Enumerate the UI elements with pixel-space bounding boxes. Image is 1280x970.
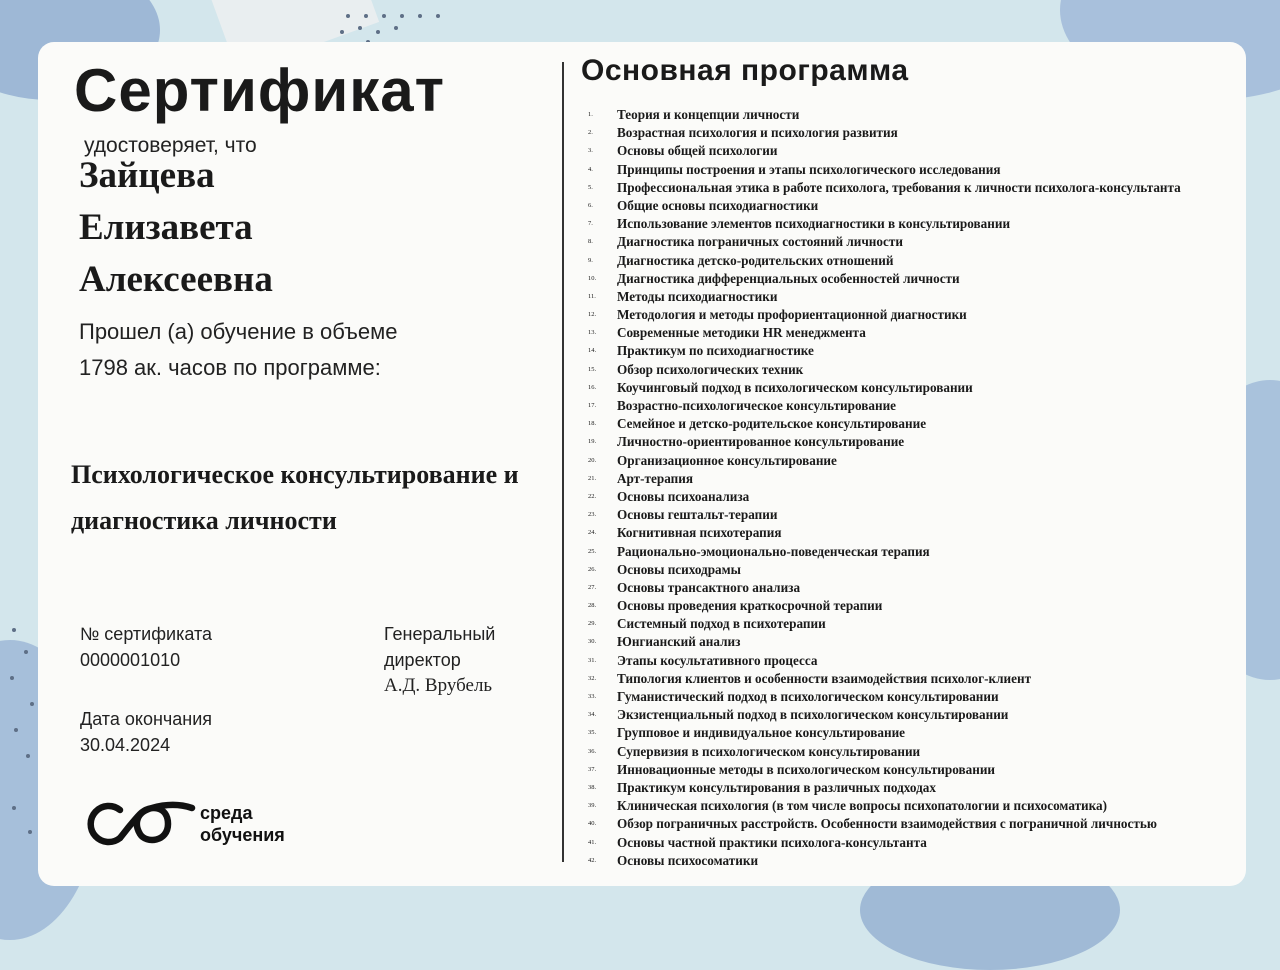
module-item xyxy=(580,361,1181,379)
module-title: Методы психодиагностики xyxy=(617,288,778,304)
decor-dot xyxy=(30,702,34,706)
director-label: Генеральный директор xyxy=(384,624,496,670)
module-title: Рационально-эмоционально-поведенческая терапия xyxy=(617,543,930,559)
module-number: 6. xyxy=(588,201,593,209)
module-number: 14. xyxy=(588,347,597,355)
module-title: Гуманистический подход в психологическом консультировании xyxy=(617,689,999,704)
decor-dot xyxy=(364,14,368,18)
module-number: 29. xyxy=(588,620,597,628)
module-title: Основы общей психологии xyxy=(617,143,778,159)
decor-dot xyxy=(376,30,380,34)
module-title: Диагностика дифференциальных особенностей личности xyxy=(617,270,960,286)
module-number: 41. xyxy=(588,838,597,846)
module-item xyxy=(580,379,1181,397)
module-item xyxy=(580,670,1181,688)
recipient-patronymic: Алексеевна xyxy=(79,259,273,300)
column-divider xyxy=(562,62,564,862)
module-title: Использование элементов психодиагностики в консультировании xyxy=(617,216,1011,232)
module-item xyxy=(580,306,1181,324)
module-title: Клиническая психология (в том числе вопросы психопатологии и психосоматика) xyxy=(617,798,1108,814)
module-number: 24. xyxy=(588,529,597,537)
module-item xyxy=(580,779,1181,797)
module-item xyxy=(580,233,1181,251)
module-title: Возрастная психология и психология развития xyxy=(617,125,898,141)
module-title: Принципы построения и этапы психологического исследования xyxy=(617,161,1001,177)
module-title: Основы гештальт-терапии xyxy=(617,507,778,523)
module-title: Системный подход в психотерапии xyxy=(617,616,826,632)
certificate-number-label: № сертификата xyxy=(80,624,213,644)
module-item xyxy=(580,579,1181,597)
decor-dot xyxy=(26,754,30,758)
decor-dot xyxy=(358,26,362,30)
module-number: 13. xyxy=(588,329,597,337)
decor-dot xyxy=(12,806,16,810)
module-number: 4. xyxy=(588,165,593,173)
module-title: Основы трансактного анализа xyxy=(617,579,801,595)
module-title: Основы психодрамы xyxy=(617,561,741,577)
module-title: Основы частной практики психолога-консультанта xyxy=(617,834,927,850)
module-number: 28. xyxy=(588,602,597,610)
module-number: 15. xyxy=(588,365,597,373)
module-item xyxy=(580,524,1181,542)
module-number: 38. xyxy=(588,783,597,791)
module-title: Общие основы психодиагностики xyxy=(617,197,819,213)
module-number: 7. xyxy=(588,220,593,228)
module-number: 8. xyxy=(588,238,593,246)
module-item xyxy=(580,252,1181,270)
module-list xyxy=(580,106,1181,870)
logo-mark-icon xyxy=(76,798,198,850)
program-title: Основная программа xyxy=(581,54,909,87)
module-title: Практикум по психодиагностике xyxy=(617,343,814,359)
logo-text-line: обучения xyxy=(200,825,285,845)
decor-dot xyxy=(14,728,18,732)
module-title: Диагностика пограничных состояний личности xyxy=(617,234,903,250)
end-date: 30.04.2024 xyxy=(80,735,171,755)
module-number: 31. xyxy=(588,656,597,664)
sreda-obucheniya-logo xyxy=(76,798,290,854)
module-item xyxy=(580,324,1181,342)
module-title: Практикум консультирования в различных подходах xyxy=(617,779,936,795)
director-name: А.Д. Врубель xyxy=(384,675,493,696)
decor-dot xyxy=(400,14,404,18)
module-item xyxy=(580,397,1181,415)
module-item xyxy=(580,470,1181,488)
module-number: 40. xyxy=(588,820,597,828)
decor-dot xyxy=(28,830,32,834)
module-number: 23. xyxy=(588,511,597,519)
module-number: 12. xyxy=(588,311,597,319)
module-number: 18. xyxy=(588,420,597,428)
module-title: Когнитивная психотерапия xyxy=(617,525,782,541)
module-title: Личностно-ориентированное консультирование xyxy=(617,434,905,450)
module-item xyxy=(580,688,1181,706)
module-item xyxy=(580,433,1181,451)
decor-dot xyxy=(24,650,28,654)
module-item xyxy=(580,288,1181,306)
decor-dot xyxy=(10,676,14,680)
module-item xyxy=(580,543,1181,561)
decor-dot xyxy=(436,14,440,18)
module-number: 5. xyxy=(588,183,593,191)
module-item xyxy=(580,852,1181,870)
logo-text-line: среда xyxy=(200,803,253,823)
module-title: Этапы косультативного процесса xyxy=(617,652,818,668)
module-number: 17. xyxy=(588,402,597,409)
module-number: 42. xyxy=(588,856,597,864)
decor-dot xyxy=(382,14,386,18)
module-number: 39. xyxy=(588,802,597,810)
module-number: 25. xyxy=(588,547,597,555)
module-item xyxy=(580,124,1181,142)
module-title: Возрастно-психологическое консультирование xyxy=(617,398,897,413)
module-title: Организационное консультирование xyxy=(617,452,837,468)
module-title: Основы психосоматики xyxy=(617,852,759,868)
certifies-text: удостоверяет, что xyxy=(84,134,257,157)
decor-dot xyxy=(418,14,422,18)
module-item xyxy=(580,215,1181,233)
certificate-number-block xyxy=(80,621,212,673)
module-title: Обзор пограничных расстройств. Особенности взаимодействия с пограничной личностью xyxy=(617,816,1157,832)
logo-text xyxy=(200,802,285,846)
module-number: 34. xyxy=(588,711,597,719)
program-name: Психологическое консультирование и диагностика личности xyxy=(71,460,519,535)
module-item xyxy=(580,743,1181,761)
module-number: 26. xyxy=(588,565,597,573)
module-title: Групповое и индивидуальное консультирование xyxy=(617,725,906,741)
module-number: 16. xyxy=(588,383,597,391)
recipient-surname: Зайцева xyxy=(79,155,215,196)
module-item xyxy=(580,142,1181,160)
module-title: Семейное и детско-родительское консультирование xyxy=(617,416,927,432)
module-title: Современные методики HR менеджмента xyxy=(617,325,866,341)
module-item xyxy=(580,106,1181,124)
decor-dot xyxy=(12,628,16,632)
module-number: 1. xyxy=(588,111,593,118)
module-item xyxy=(580,506,1181,524)
module-item xyxy=(580,834,1181,852)
module-number: 19. xyxy=(588,438,597,446)
decor-dot xyxy=(340,30,344,34)
module-title: Диагностика детско-родительских отношений xyxy=(617,252,894,268)
module-title: Профессиональная этика в работе психолога, требования к личности психолога-консультанта xyxy=(617,179,1181,195)
module-item xyxy=(580,179,1181,197)
module-item xyxy=(580,706,1181,724)
recipient-first-name: Елизавета xyxy=(79,207,253,248)
module-item xyxy=(580,561,1181,579)
module-title: Коучинговый подход в психологическом консультировании xyxy=(617,379,973,395)
module-title: Типология клиентов и особенности взаимодействия психолог-клиент xyxy=(617,670,1032,686)
module-number: 11. xyxy=(588,292,596,300)
module-number: 2. xyxy=(588,129,593,137)
module-item xyxy=(580,761,1181,779)
module-title: Юнгианский анализ xyxy=(617,634,741,650)
training-hours-text: Прошел (а) обучение в объеме 1798 ак. часов по программе: xyxy=(79,319,398,380)
end-date-block xyxy=(80,706,212,758)
module-number: 27. xyxy=(588,583,597,591)
module-title: Экзистенциальный подход в психологическом консультировании xyxy=(617,707,1009,723)
module-item xyxy=(580,452,1181,470)
module-title: Арт-терапия xyxy=(617,470,693,486)
module-number: 35. xyxy=(588,729,597,737)
module-item xyxy=(580,342,1181,360)
module-title: Обзор психологических техник xyxy=(617,361,804,377)
module-title: Методология и методы профориентационной диагностики xyxy=(617,307,967,323)
module-number: 10. xyxy=(588,274,597,282)
module-number: 30. xyxy=(588,638,597,646)
module-item xyxy=(580,197,1181,215)
module-item xyxy=(580,615,1181,633)
module-number: 32. xyxy=(588,674,597,682)
module-item xyxy=(580,633,1181,651)
module-item xyxy=(580,797,1181,815)
certificate-number: 0000001010 xyxy=(80,650,181,670)
module-title: Теория и концепции личности xyxy=(617,107,800,122)
module-title: Супервизия в психологическом консультировании xyxy=(617,743,921,759)
module-number: 22. xyxy=(588,492,597,500)
module-number: 3. xyxy=(588,147,593,155)
module-title: Инновационные методы в психологическом консультировании xyxy=(617,761,996,777)
module-item xyxy=(580,270,1181,288)
director-block xyxy=(384,621,524,699)
module-item xyxy=(580,488,1181,506)
module-number: 9. xyxy=(588,256,593,264)
module-item xyxy=(580,415,1181,433)
module-number: 33. xyxy=(588,693,597,700)
module-title: Основы психоанализа xyxy=(617,488,750,504)
module-item xyxy=(580,815,1181,833)
module-item xyxy=(580,652,1181,670)
decor-dot xyxy=(346,14,350,18)
module-number: 20. xyxy=(588,456,597,464)
module-item xyxy=(580,161,1181,179)
module-number: 37. xyxy=(588,765,597,773)
module-item xyxy=(580,597,1181,615)
decor-dot xyxy=(394,26,398,30)
module-item xyxy=(580,724,1181,742)
module-number: 36. xyxy=(588,747,597,755)
module-number: 21. xyxy=(588,474,597,482)
end-date-label: Дата окончания xyxy=(80,709,213,729)
module-title: Основы проведения краткосрочной терапии xyxy=(617,598,883,614)
certificate-title: Сертификат xyxy=(74,57,445,124)
